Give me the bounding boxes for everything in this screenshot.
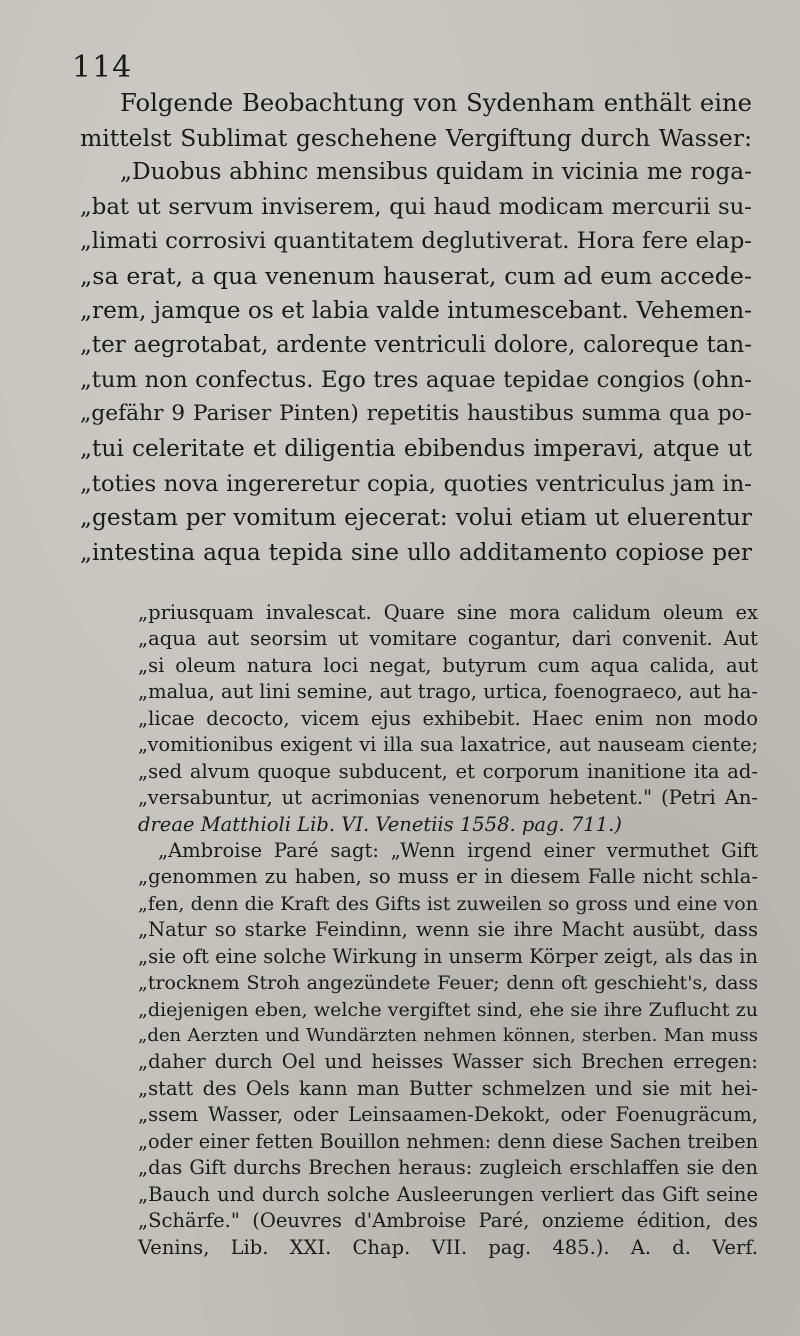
footnote-line: „sed alvum quoque subducent, et corporum inanitione ita ad- [138, 759, 758, 783]
footnote-line: „trocknem Stroh angezündete Feuer; denn oft geschieht's, dass [138, 972, 758, 995]
main-text-line: „toties nova ingereretur copia, quoties ventriculus jam in- [80, 470, 752, 497]
main-text-line: „rem, jamque os et labia valde intumescebant. Vehemen- [80, 296, 752, 324]
footnote-line: „Natur so starke Feindinn, wenn sie ihre Macht ausübt, dass [138, 918, 758, 942]
main-text-line: „sa erat, a qua venenum hauserat, cum ad eum accede- [80, 261, 752, 290]
main-text-block [80, 86, 752, 570]
footnote-line: „diejenigen eben, welche vergiftet sind, ehe sie ihre Zuflucht zu [138, 998, 758, 1021]
main-text-line: „ter aegrotabat, ardente ventriculi dolore, caloreque tan- [80, 332, 752, 359]
footnote-line: „aqua aut seorsim ut vomitare cogantur, dari convenit. Aut [138, 627, 758, 651]
footnote-line: „malua, aut lini semine, aut trago, urtica, foenograeco, aut ha- [138, 680, 758, 704]
footnote-line: „den Aerzten und Wundärzten nehmen können, sterben. Man muss [138, 1025, 758, 1046]
footnote-line: „statt des Oels kann man Butter schmelzen und sie mit hei- [138, 1076, 758, 1100]
footnote-line: „vomitionibus exigent vi illa sua laxatrice, aut nauseam ciente; [138, 733, 758, 757]
footnote-line: „versabuntur, ut acrimonias venenorum hebetent." (Petri An- [138, 786, 758, 810]
main-text-line: „limati corrosivi quantitatem deglutiverat. Hora fere elap- [80, 228, 752, 255]
main-text-line: „gefähr 9 Pariser Pinten) repetitis haustibus summa qua po- [80, 401, 752, 427]
footnote-block [138, 600, 758, 1261]
footnote-citation-line: dreae Matthioli Lib. VI. Venetiis 1558. pag. 711.) [138, 812, 622, 836]
footnote-line: „licae decocto, vicem ejus exhibebit. Haec enim non modo [138, 706, 758, 730]
footnote-line: „das Gift durchs Brechen heraus: zugleich erschlaffen sie den [138, 1156, 758, 1180]
footnote-line: „sie oft eine solche Wirkung in unserm Körper zeigt, als das in [138, 944, 758, 968]
footnote-citation-line: Venins, Lib. XXI. Chap. VII. pag. 485.). A. d. Verf. [138, 1235, 758, 1259]
footnote-line: „genommen zu haben, so muss er in diesem Falle nicht schla- [138, 865, 758, 889]
main-text-line: „gestam per vomitum ejecerat: volui etiam ut eluerentur [80, 504, 752, 532]
footnote-line: „si oleum natura loci negat, butyrum cum aqua calida, aut [138, 653, 758, 677]
page-number: 114 [72, 50, 133, 85]
main-text-line: mittelst Sublimat geschehene Vergiftung durch Wasser: [80, 123, 752, 152]
footnote-line: „priusquam invalescat. Quare sine mora calidum oleum ex [138, 601, 758, 624]
main-text-line: „tui celeritate et diligentia ebibendus imperavi, atque ut [80, 434, 752, 462]
main-text-line: „bat ut servum inviserem, qui haud modicam mercurii su- [80, 193, 752, 220]
main-text-line: „Duobus abhinc mensibus quidam in vicinia me roga- [120, 158, 752, 186]
main-text-line: „intestina aqua tepida sine ullo additamento copiose per [80, 538, 752, 566]
footnote-line: „ssem Wasser, oder Leinsaamen-Dekokt, oder Foenugräcum, [138, 1103, 758, 1127]
footnote-line: „fen, denn die Kraft des Gifts ist zuweilen so gross und eine von [138, 892, 758, 915]
footnote-line: „Bauch und durch solche Ausleerungen verliert das Gift seine [138, 1182, 758, 1206]
footnote-line: „daher durch Oel und heisses Wasser sich Brechen erregen: [138, 1050, 758, 1074]
footnote-line: „oder einer fetten Bouillon nehmen: denn diese Sachen treiben [138, 1129, 758, 1153]
footnote-line: „Ambroise Paré sagt: „Wenn irgend einer vermuthet Gift [158, 838, 758, 862]
main-text-line: Folgende Beobachtung von Sydenham enthält eine [120, 88, 752, 117]
main-text-line: „tum non confectus. Ego tres aquae tepidae congios (ohn- [80, 366, 752, 393]
footnote-line: „Schärfe." (Oeuvres d'Ambroise Paré, onzieme édition, des [138, 1209, 758, 1233]
